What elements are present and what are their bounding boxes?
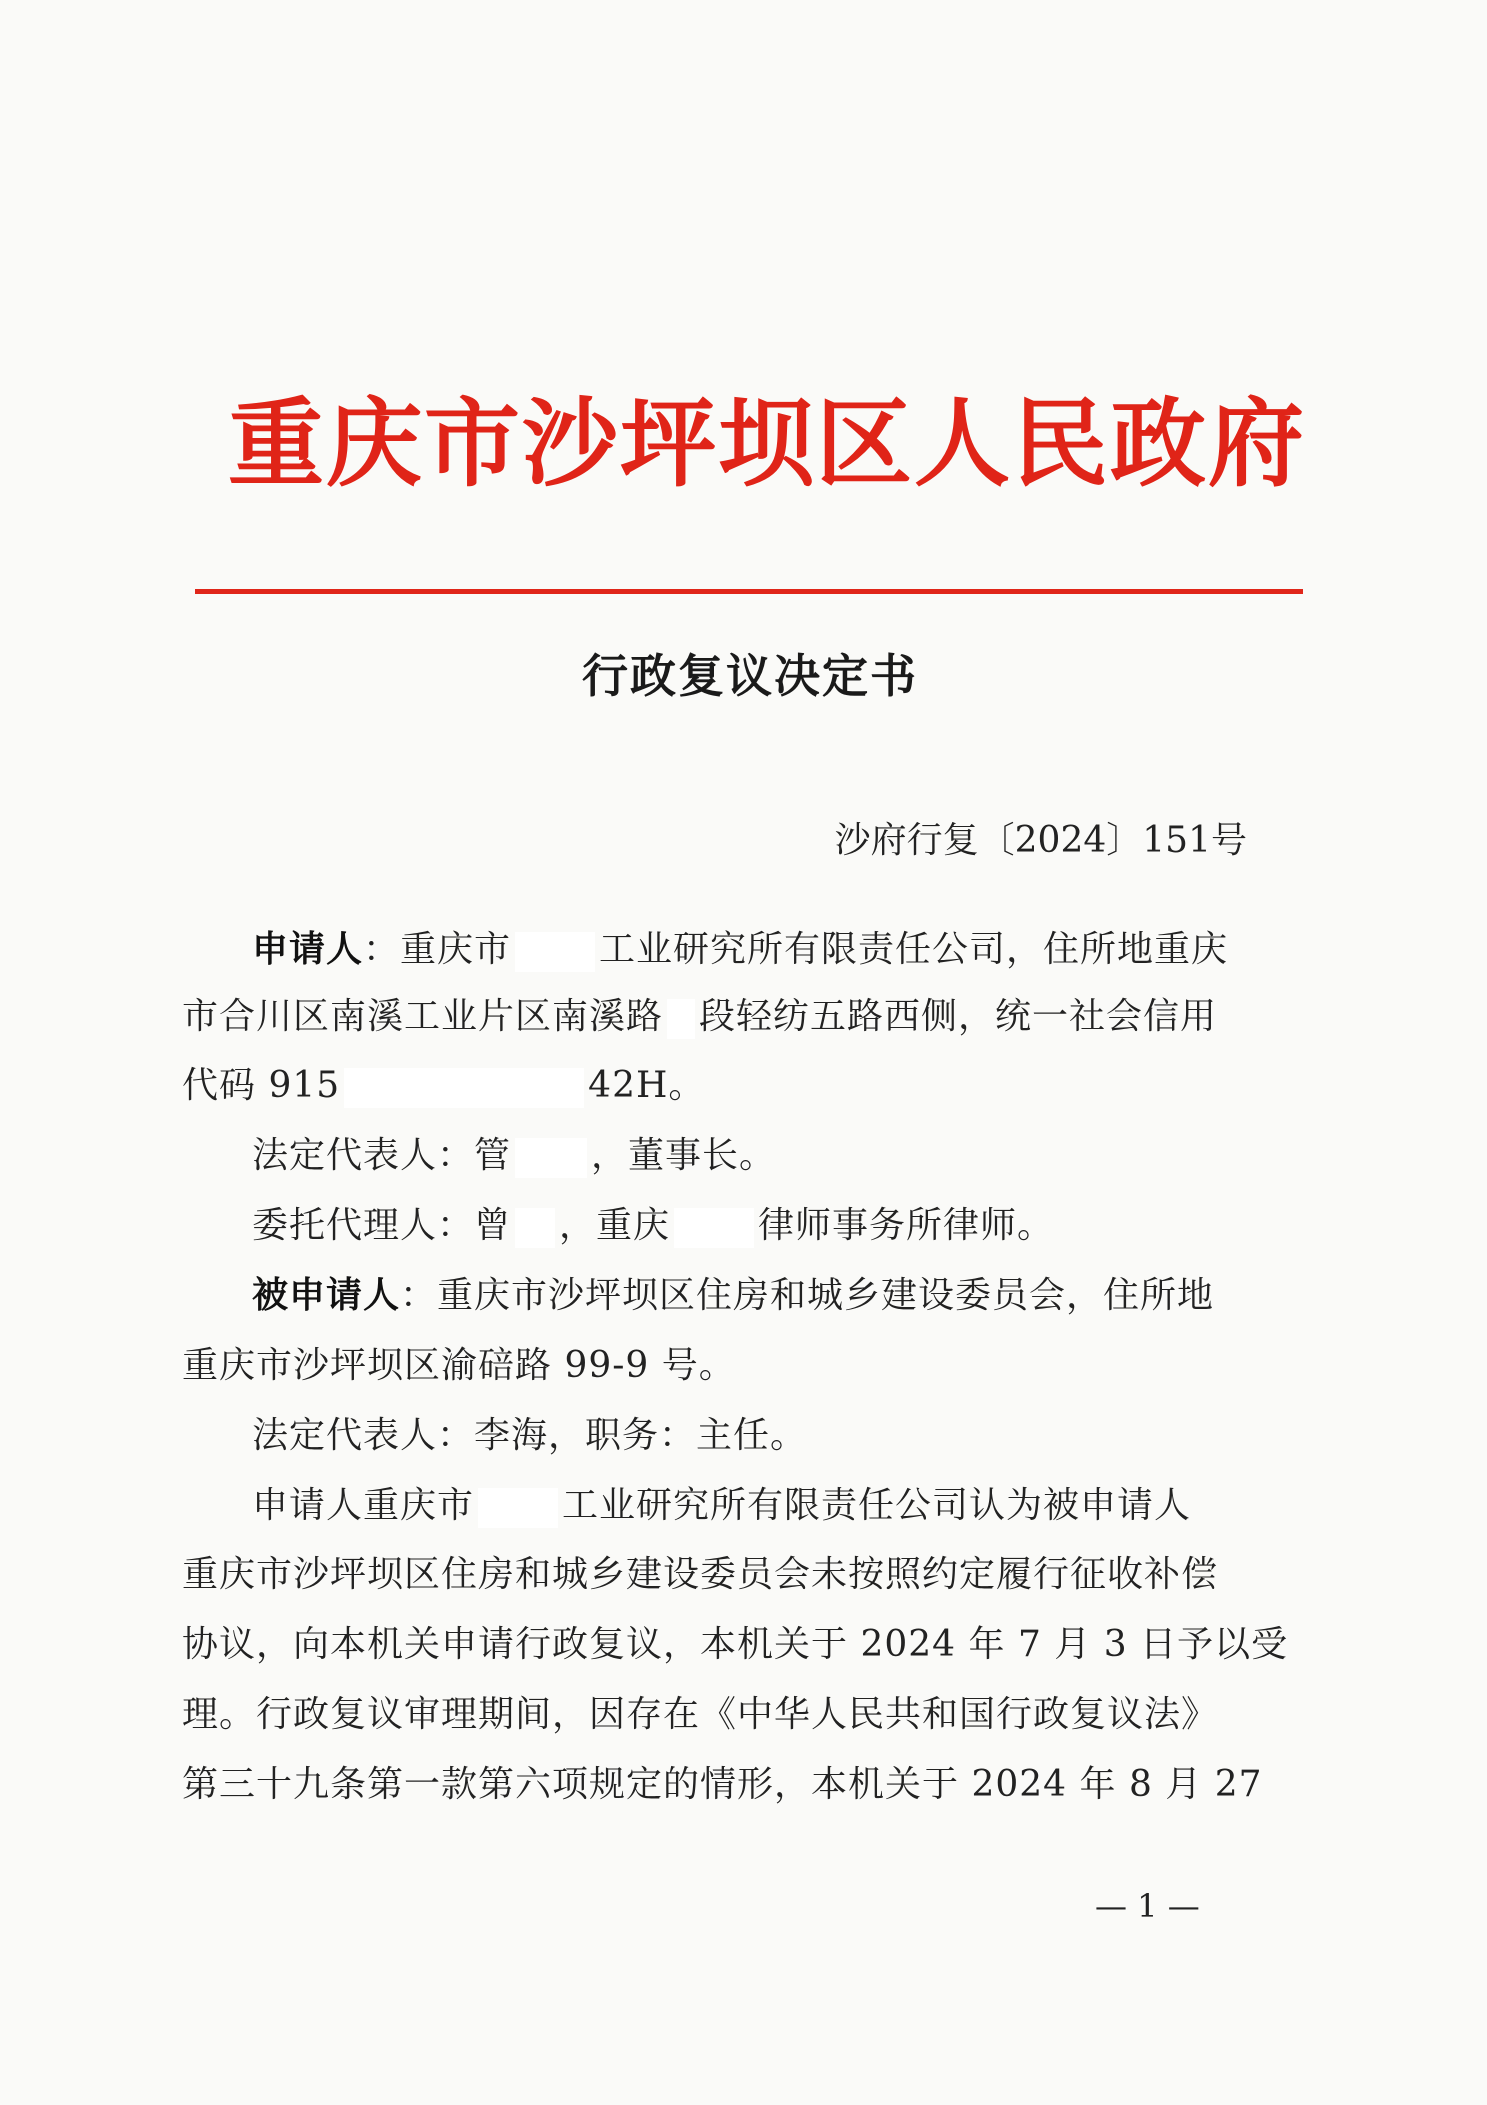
applicant-name-suffix: 工业研究所有限责任公司，住所地重庆 — [599, 929, 1229, 970]
paragraph-line-5: 第三十九条第一款第六项规定的情形，本机关于 2024 年 8 月 27 — [182, 1764, 1263, 1805]
legal-rep-suffix: ，董事长。 — [591, 1135, 777, 1176]
applicant-label: 申请人 — [252, 928, 364, 970]
redaction-block — [515, 1138, 587, 1178]
paragraph-line-2: 重庆市沙坪坝区住房和城乡建设委员会未按照约定履行征收补偿 — [182, 1554, 1219, 1595]
paragraph-line-1 — [252, 1477, 1191, 1528]
applicant-agent — [252, 1197, 1054, 1248]
respondent-line-2: 重庆市沙坪坝区渝碚路 99-9 号。 — [182, 1345, 736, 1386]
p1-suffix: 工业研究所有限责任公司认为被申请人 — [562, 1485, 1192, 1526]
document-type-title: 行政复议决定书 — [582, 649, 918, 703]
respondent-label: 被申请人 — [252, 1274, 401, 1316]
applicant-line-3 — [182, 1057, 705, 1108]
respondent-text-1: ：重庆市沙坪坝区住房和城乡建设委员会，住所地 — [400, 1275, 1215, 1316]
redaction-block — [478, 1488, 558, 1528]
redaction-block — [667, 999, 695, 1039]
red-divider-line — [195, 589, 1303, 594]
redaction-block — [674, 1208, 754, 1248]
redaction-block — [515, 1208, 555, 1248]
paragraph-line-3: 协议，向本机关申请行政复议，本机关于 2024 年 7 月 3 日予以受 — [182, 1624, 1289, 1665]
document-number: 沙府行复〔2024〕151号 — [834, 820, 1247, 861]
applicant-address-suffix: 段轻纺五路西侧，统一社会信用 — [699, 996, 1218, 1037]
respondent-legal-rep: 法定代表人：李海，职务：主任。 — [252, 1415, 808, 1456]
paragraph-line-4: 理。行政复议审理期间，因存在《中华人民共和国行政复议法》 — [182, 1694, 1219, 1735]
agent-middle: ，重庆 — [559, 1205, 671, 1246]
page-number: — 1 — — [1095, 1887, 1200, 1925]
agent-suffix: 律师事务所律师。 — [758, 1205, 1055, 1246]
legal-rep-prefix: 法定代表人：管 — [252, 1135, 512, 1176]
applicant-line-1 — [252, 921, 1228, 972]
respondent-line-1 — [252, 1267, 1214, 1318]
issuer-title: 重庆市沙坪坝区人民政府 — [228, 387, 1306, 500]
applicant-code-prefix: 代码 915 — [182, 1065, 341, 1106]
applicant-line-2 — [182, 988, 1217, 1039]
applicant-name-prefix: ：重庆市 — [363, 929, 512, 970]
agent-prefix: 委托代理人：曾 — [252, 1205, 512, 1246]
redaction-block — [515, 932, 595, 972]
applicant-address-prefix: 市合川区南溪工业片区南溪路 — [182, 996, 664, 1037]
redaction-block — [344, 1068, 584, 1108]
applicant-legal-rep — [252, 1127, 776, 1178]
applicant-code-suffix: 42H。 — [588, 1065, 706, 1106]
p1-prefix: 申请人重庆市 — [252, 1485, 475, 1526]
